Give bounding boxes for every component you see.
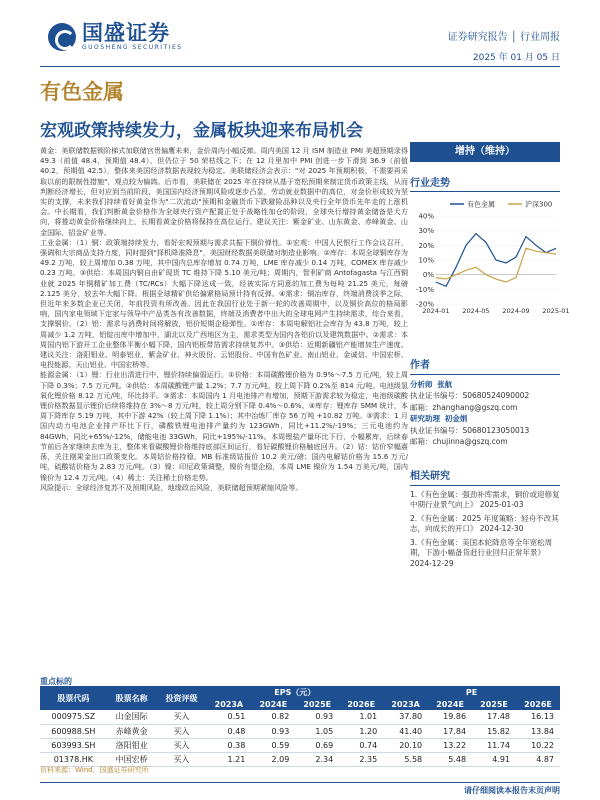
report-body — [40, 146, 408, 646]
series-line-2 — [436, 248, 556, 282]
email-label: 邮箱： — [410, 437, 433, 446]
eps-value: 0.51 — [206, 710, 251, 724]
stock-name: 山金国际 — [107, 710, 157, 724]
cert-number: S0680524090002 — [462, 391, 530, 400]
email-link[interactable]: zhanghang@gszq.com — [432, 402, 518, 412]
paragraph-risk: 风险提示：全球经济复苏不及预期风险，地缘政治风险，美联储超预期紧缩风险等。 — [40, 482, 303, 492]
eps-value: 0.69 — [295, 738, 339, 752]
eps-value: 0.38 — [206, 738, 251, 752]
analyst-name: 张航 — [437, 379, 453, 389]
pe-value: 17.84 — [428, 724, 472, 738]
pe-value: 5.48 — [428, 752, 472, 766]
trend-chart-svg — [410, 196, 570, 318]
stock-code: 600988.SH — [40, 724, 107, 738]
logo-icon — [48, 23, 76, 51]
y-tick-label: -10% — [415, 285, 434, 294]
analyst-1 — [410, 379, 560, 414]
stock-rating: 买入 — [157, 710, 207, 724]
eps-value: 0.82 — [251, 710, 295, 724]
col-rating: 投资评级 — [165, 693, 198, 703]
analyst-role: 研究助理 — [410, 414, 440, 423]
year-header: 2024E — [436, 700, 464, 709]
table-row — [40, 738, 560, 752]
pe-value: 11.74 — [472, 738, 516, 752]
stock-rating: 买入 — [157, 738, 207, 752]
logo-english: GUOSHENG SECURITIES — [82, 44, 183, 51]
y-tick-label: 0% — [422, 271, 434, 280]
y-tick-label: 10% — [418, 256, 434, 265]
cert-number: S0680123050013 — [462, 425, 530, 435]
col-pe: PE — [465, 688, 478, 697]
eps-value: 0.93 — [295, 710, 339, 724]
x-tick-label: 2024-05 — [462, 307, 490, 315]
stock-code: 01378.HK — [40, 752, 107, 766]
y-tick-label: -20% — [415, 300, 434, 309]
eps-value: 1.20 — [339, 724, 383, 738]
year-header: 2024E — [259, 700, 288, 709]
x-tick-label: 2025-01 — [542, 307, 570, 315]
divider — [40, 66, 560, 67]
related-item[interactable]: 3.《有色金属：美国本轮降息等全年宽松周期，下游小幅备货赶行业回归正常年景》 2024-12-29 — [410, 537, 553, 568]
stock-name: 中国宏桥 — [107, 752, 157, 766]
key-stocks-table — [40, 686, 560, 767]
pe-value: 4.87 — [516, 752, 560, 766]
y-tick-label: 30% — [418, 227, 434, 236]
report-type: 证券研究报告 │ 行业周报 — [447, 32, 560, 43]
col-name: 股票名称 — [115, 693, 148, 703]
email-link[interactable]: chujinna@gszq.com — [432, 437, 508, 446]
x-tick-label: 2024-01 — [422, 307, 450, 315]
report-date: 2025 年 01 月 05 日 — [472, 53, 560, 63]
pe-value: 13.84 — [516, 724, 560, 738]
eps-value: 1.05 — [295, 724, 339, 738]
table-row — [40, 752, 560, 766]
footer-disclaimer: 请仔细阅读本报告末页声明 — [40, 782, 560, 794]
related-item[interactable]: 2.《有色金属：2025 年度策略：轻舟不改其志，向成长的开口》 2024-12-30 — [410, 513, 559, 533]
source-note: 资料来源：Wind，国盛证券研究所 — [40, 766, 149, 774]
stock-code: 603993.SH — [40, 738, 107, 752]
year-header: 2025E — [480, 700, 508, 709]
logo-name: 国盛证券 — [82, 21, 170, 45]
pe-value: 10.22 — [516, 738, 560, 752]
eps-value: 0.48 — [206, 724, 251, 738]
headline: 宏观政策持续发力，金属板块迎来布局机会 — [40, 121, 363, 141]
analyst-2 — [410, 413, 560, 448]
pe-value: 16.13 — [516, 710, 560, 724]
y-tick-label: 20% — [418, 241, 434, 250]
table-row — [40, 724, 560, 738]
pe-value: 5.58 — [383, 752, 428, 766]
cert-label: 执业证书编号： — [410, 391, 463, 400]
x-tick-label: 2024-09 — [502, 307, 530, 315]
pe-value: 15.82 — [472, 724, 516, 738]
related-heading: 相关研究 — [410, 472, 560, 486]
industry-title: 有色金属 — [40, 79, 124, 104]
pe-value: 20.10 — [383, 738, 428, 752]
related-research — [410, 472, 560, 572]
analyst-section — [410, 360, 560, 448]
trend-chart — [410, 196, 570, 318]
legend-label: 沪深300 — [525, 200, 553, 209]
eps-value: 2.35 — [339, 752, 383, 766]
author-heading: 作者 — [410, 360, 560, 375]
year-header: 2023A — [391, 700, 420, 709]
eps-value: 0.59 — [251, 738, 295, 752]
eps-value: 0.74 — [339, 738, 383, 752]
paragraph-industrial: 工业金属：（1）铜：政策端持续发力，看好宏观预期与需求共振下铜价弹性。①宏观：中国人民银行工作会议召开，强调和大宗商品支持力度，同时提到"择机降准降息"，美国财经数据美联储对制造业影响。②库存：本周全球铜库存为 49.2 万吨，较上周增加 0.38 万吨，其中国内总库存增加 0.74 万吨，LME 库存减少 0.14 万吨，COMEX 库存减少 0.23 万吨。③供给：本周国内铜自由矿现货 TC 维持下降 5.10 美元/吨；周期内，智利矿商 Antofagasta 与江西铜业就 2025 年铜精矿加工费（TC/RCs）大幅下降达成一致，经被实际方同意的加工费为每吨 21.25 美元，每磅 2.125 美分，较去年大幅下降。根据全球精矿供给偏紧格局预计持有反弹。④需求：铜冶库存，终端消费淡季之际，但近年来多数企业已关闭，年前投资有所改善。因此在我国行业处于新一轮的改善周期中，以及铜价高位的格局影响，国内家电领域下定家与领导中产品类各有改善数据，终端及消费者中出大的全球电网产生持续需求，综合来看，支撑铜价。（2）铝：需求与消费时间将解放，铝价短期企稳弹性。①库存：本周电解铝社会库存为 43.8 万吨，较上周减少 1.2 万吨，铝锭出库中增加中，湖北以及广西地区为主，需求类型为国内各铝价以及建筑数据中。②需求：本周国内铝下游开工企业整体平衡小幅下降，国内铝板带箔需求持续复苏中。③供给：近期新疆铝产能增加生产速度。建议关注：洛阳钼业、明泰铝业、紫金矿业、神火股份、云铝股份、中国有色矿业、南山铝业、金诚信、中国宏桥、电投能源、天山铝业、中国宏桥等。 — [40, 237, 408, 370]
analyst-name: 初金娟 — [444, 414, 468, 423]
table-title: 重点标的 — [40, 677, 72, 686]
legend-label: 有色金属 — [467, 200, 495, 209]
pe-value: 13.22 — [428, 738, 472, 752]
paragraph-energy: 能源金属：（1）锂：行业出清进行中，锂价持续偏弱运行。①价格：本周碳酸锂价格为 0.9%～7.5 万元/吨，较上周下降 0.3%；7.5 万元/吨。②供给：本周碳酸锂产量 1.2%；7.7 万元/吨，较上周下降 0.2%至 814 元/吨。电池级氢氧化锂价格 8.12 万元/吨，环比持平。③需求：本周国内 1 月电池排产有增加，预期下游需求较为稳定，电池级碳酸锂价格数据显示锂价后续将维持在 3%～8 万元/吨，较上周分别下降 0.4%～0.6%。④库存：锂库存 SMM 统计，本周下降库存 5.19 万吨，其中下游 42%（较上周下降 1.1%）；其中冶炼厂库存 56 万吨 +10.82 万吨。⑤需求：1 月国内动力电池企业排产环比下行，磷酸铁锂电池排产量约为 123GWh，同比+11.2%/-19%；三元电池约为 84GWh，同比+65%/-12%，储能电池 33GWh，同比+195%/-11%。本周锂盐产量环比下行，小幅累库，后续春节前后各家继续去库为主，整体来看碳酸锂价格维持底部区间运行，看好碳酸锂价格触底回升。（2）钴：钴价窄幅震荡，关注刚果金出口政策变化。本周钴价格持稳，MB 标准级钴报价 10.2 美元/磅；国内电解钴价格为 15.6 万元/吨，硫酸钴价格为 2.83 万元/吨。（3）镍：印尼政策调整，镍价有望企稳，本周 LME 镍价为 1.54 万美元/吨，国内镍价为 12.4 万元/吨。（4）稀土：关注稀土价格走势。 — [40, 370, 408, 482]
logo — [48, 22, 183, 51]
eps-value: 2.34 — [295, 752, 339, 766]
year-header: 2026E — [524, 700, 552, 709]
year-header: 2023A — [214, 700, 244, 709]
eps-value: 1.01 — [339, 710, 383, 724]
rating-badge: 增持（维持） — [410, 142, 560, 162]
cert-label: 执业证书编号： — [410, 425, 463, 435]
eps-value: 1.21 — [206, 752, 251, 766]
report-header — [0, 0, 600, 68]
related-item[interactable]: 1.《有色金属：强劲补库需求，铜价或迎修复中期行业景气向上》 2025-01-03 — [410, 489, 560, 509]
table-row — [40, 710, 560, 724]
paragraph-gold: 黄金：美联储数据锁阶梯式加联储宫贵偏鹰未来，金价周内小幅反弹。周内美国 12 月 ISM 制造业 PMI 美超预期录得 49.3（前值 48.4，预期值 48.4），但仍位于 50 荣枯线之下；在 12 月里加中 PMI 创进一步下滑到 36.9（前值 40.2，预期值 42.5），整体来美国经济数据表现较为稳定。美联储经济会表示："对 2025 年预期积极，不需要再采取以前的限制性措施"，观点较为偏鸽。后市看，美联储在 2025 年在持续从基于宽松预期来制定货币政策主线，从而判断经济增长，但对应到当前阶段，美国国内经济预期风险或逐步凸显，劳动就业数据中的高位，对金价形成较为坚实的支撑，未来我们持续看好黄金作为"二次流动"预期和金融货币下跌避险品种以及央行全年货币先年走的上涨机会。中长期看，我们判断黄金价格作为全球央行资产配置正处于战略性加仓的阶段，全球央行增持黄金储备是大方向，将推动黄金价格继续向上，长期看黄金价格将保持在高位运行。建议关注：紫金矿业、山东黄金、赤峰黄金、山金国际、招金矿业等。 — [40, 146, 408, 237]
col-code: 股票代码 — [57, 693, 90, 703]
year-header: 2026E — [347, 700, 376, 709]
pe-value: 17.48 — [472, 710, 516, 724]
email-label: 邮箱： — [410, 402, 433, 412]
trend-heading: 行业走势 — [410, 174, 560, 192]
stock-name: 洛阳钼业 — [107, 738, 157, 752]
analyst-role: 分析师 — [410, 379, 433, 389]
stock-rating: 买入 — [157, 724, 207, 738]
stock-rating: 买入 — [157, 752, 207, 766]
eps-value: 0.93 — [251, 724, 295, 738]
pe-value: 4.91 — [472, 752, 516, 766]
y-tick-label: 40% — [418, 212, 434, 221]
eps-value: 2.09 — [251, 752, 295, 766]
year-header: 2025E — [303, 700, 332, 709]
pe-value: 37.80 — [383, 710, 428, 724]
stock-name: 赤峰黄金 — [107, 724, 157, 738]
pe-value: 41.40 — [383, 724, 428, 738]
pe-value: 19.86 — [428, 710, 472, 724]
col-eps: EPS（元） — [274, 688, 316, 697]
stock-code: 000975.SZ — [40, 710, 107, 724]
